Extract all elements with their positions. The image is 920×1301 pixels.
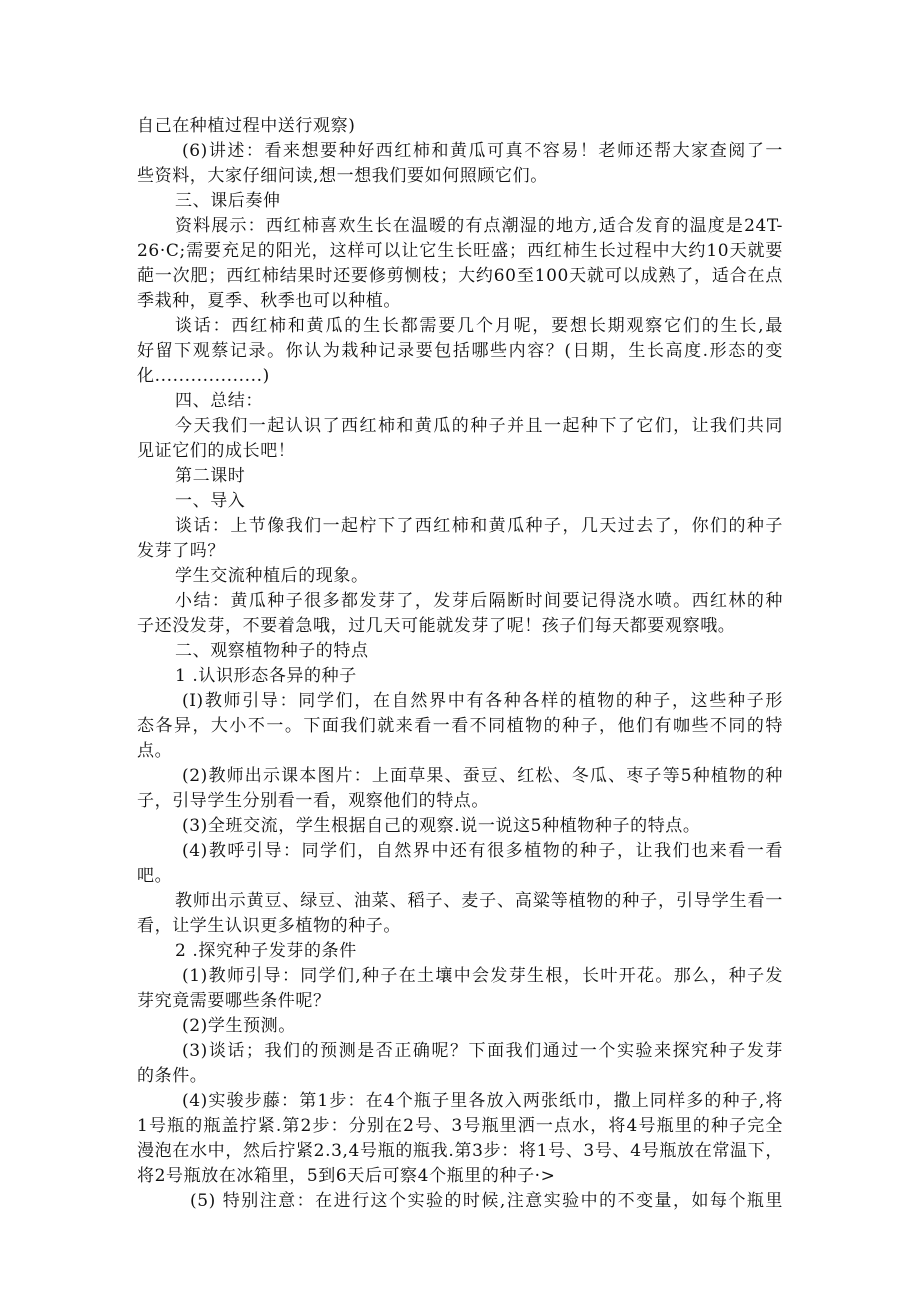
text-line: (5) 特别注意：在进行这个实验的时候,注意实验中的不变量，如每个瓶里 [190, 1191, 783, 1211]
text-line: 将2号瓶放在冰箱里，5到6天后可察4个瓶里的种子·> [137, 1166, 556, 1186]
text-line: 26·C;需要充足的阳光，这样可以让它生长旺盛；西红柿生长过程中大约10天就要 [137, 241, 783, 261]
text-line: 子还没发芽，不要着急哦，过几天可能就发芽了呢！孩子们每天都要观察哦。 [137, 616, 736, 636]
text-line: (1)教师引导：同学们,种子在土壤中会发芽生根，长叶开花。那么，种子发 [182, 966, 783, 986]
section-heading: 四、总结： [175, 391, 263, 411]
text-line: 芽究竟需要哪些条件呢？ [137, 991, 331, 1011]
text-line: 点。 [137, 741, 173, 761]
lesson-heading: 第二课时 [175, 466, 246, 486]
text-line: 季栽种，夏季、秋季也可以种植。 [137, 291, 401, 311]
text-line: 今天我们一起认识了西红柿和黄瓜的种子并且一起种下了它们，让我们共同 [175, 416, 783, 436]
text-line: (3)谈话；我们的预测是否正确呢？下面我们通过一个实验来探究种子发芽 [182, 1041, 783, 1061]
text-line: 见证它们的成长吧！ [137, 441, 296, 461]
text-line: 葩一次肥；西红柿结果时还要修剪恻枝；大约60至100天就可以成熟了，适合在点 [137, 266, 783, 286]
text-line: (I)教师引导：同学们，在自然界中有各种各样的植物的种子，这些种子形 [182, 691, 783, 711]
text-line: (2)教师出示课本图片：上面草果、蚕豆、红松、冬瓜、枣子等5种植物的种 [182, 766, 783, 786]
text-line: 些资料，大家仔细问读,想一想我们要如何照顾它们。 [137, 166, 548, 186]
section-heading: 三、课后奏伸 [175, 191, 281, 211]
text-line: 子，引导学生分别看一看，观察他们的特点。 [137, 791, 489, 811]
text-line: 谈话：西红柿和黄瓜的生长都需要几个月呢，要想长期观察它们的生长,最 [175, 316, 783, 336]
text-line: 漫泡在水中，然后拧紧2.3,4号瓶的瓶我.第3步：将1号、3号、4号瓶放在常温下， [137, 1141, 783, 1161]
text-line: (3)全班交流，学生根据自己的观察.说一说这5种植物种子的特点。 [182, 816, 701, 836]
text-line: 化..................) [137, 366, 270, 386]
text-line: (4)实骏步藤：第1步：在4个瓶子里各放入两张纸巾，撒上同样多的种子,将 [182, 1091, 783, 1111]
subsection-heading: 2 .探究种子发芽的条件 [175, 941, 357, 961]
text-line: 学生交流种植后的现象。 [175, 566, 369, 586]
text-line: 资料展示：西红柿喜欢生长在温暧的有点潮湿的地方,适合发育的温度是24T- [175, 216, 783, 236]
text-line: 的条件。 [137, 1066, 208, 1086]
text-line: (2)学生预测。 [182, 1016, 296, 1036]
text-line: 谈话：上节像我们一起柠下了西红柿和黄瓜种子，几天过去了，你们的种子 [175, 516, 783, 536]
text-line: 好留下观蔡记录。你认为栽种记录要包括哪些内容？(日期，生长高度.形态的变 [137, 341, 783, 361]
text-line: 态各异，大小不一。下面我们就来看一看不同植物的种子，他们有咖些不同的特 [137, 716, 783, 736]
text-line: 教师出示黄豆、绿豆、油菜、稻子、麦子、高粱等植物的种子，引导学生看一 [175, 891, 783, 911]
subsection-heading: 1 .认识形态各异的种子 [175, 666, 357, 686]
text-line: 发芽了吗？ [137, 541, 225, 561]
text-line: (6)讲述：看来想要种好西红柿和黄瓜可真不容易！老师还帮大家查阅了一 [182, 141, 783, 161]
text-line: (4)教呼引导：同学们，自然界中还有很多植物的种子，让我们也来看一看 [182, 841, 783, 861]
text-line: 1号瓶的瓶盖拧紧.第2步：分别在2号、3号瓶里洒一点水，将4号瓶里的种子完全 [137, 1116, 783, 1136]
text-line: 看，让学生认识更多植物的种子。 [137, 916, 401, 936]
section-heading: 一、导入 [175, 491, 246, 511]
text-line: 小结：黄瓜种子很多都发芽了，发芽后隔断时间要记得浇水喷。西红林的种 [175, 591, 783, 611]
section-heading: 二、观察植物种子的特点 [175, 641, 369, 661]
text-line: 吧。 [137, 866, 173, 886]
text-line: 自己在种植过程中送行观察) [137, 116, 356, 136]
